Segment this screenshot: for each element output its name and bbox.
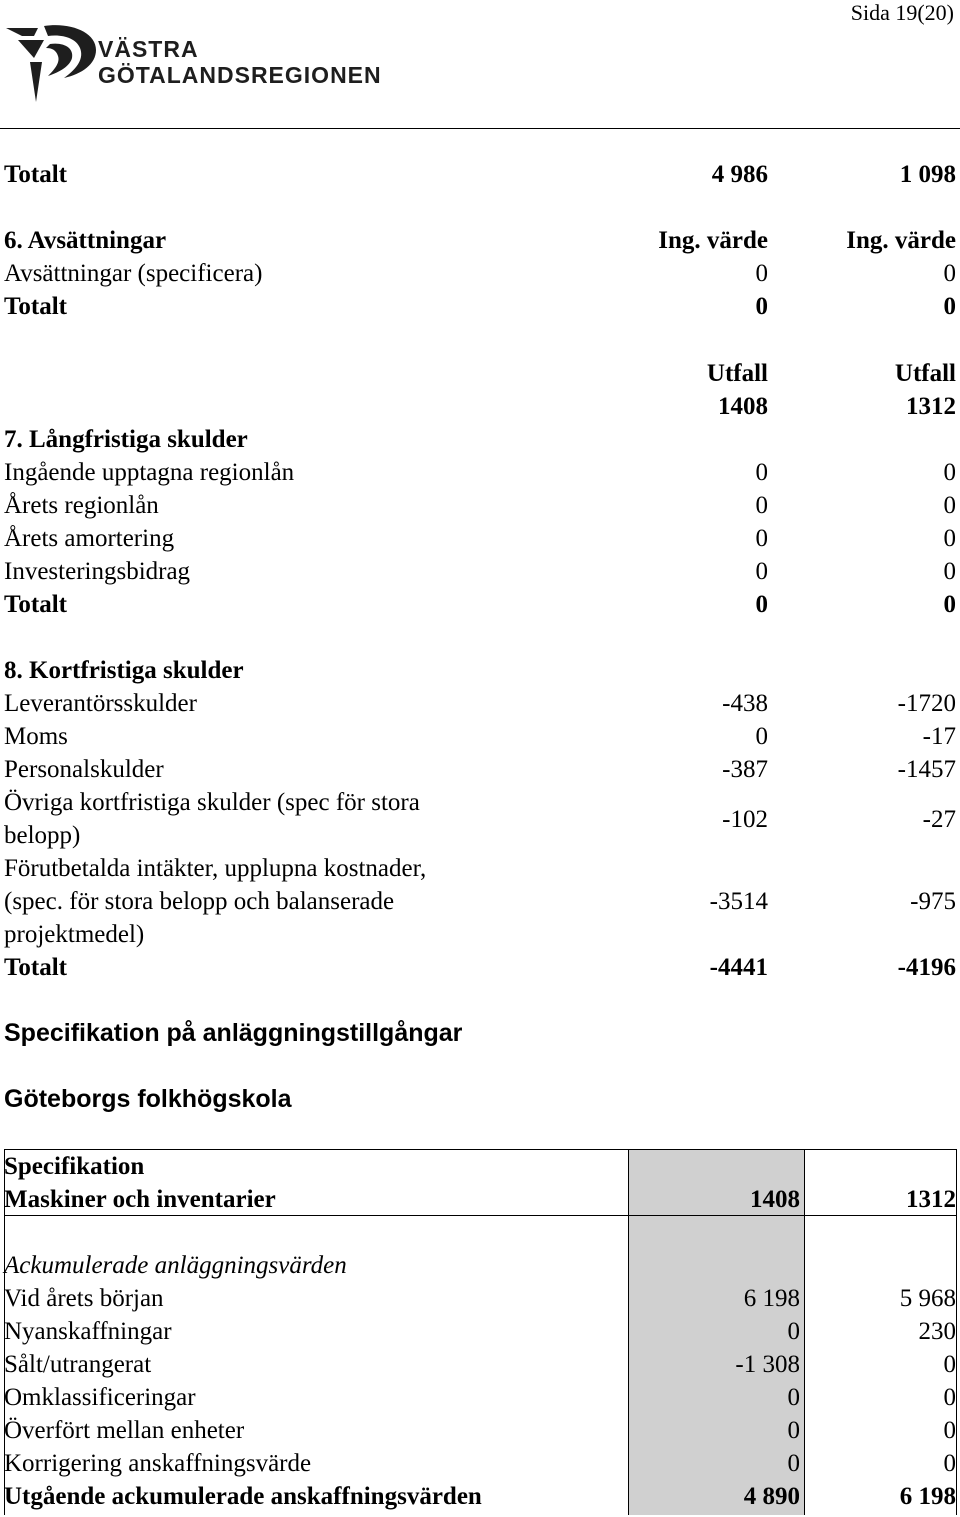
table-row	[4, 1381, 956, 1414]
row-label: Totalt	[4, 591, 67, 618]
row-value-1: 0	[787, 1417, 800, 1444]
row-value-1: -102	[722, 806, 768, 833]
table-right-border	[956, 1149, 957, 1515]
total-row	[4, 290, 956, 323]
table-header-label: Specifikation	[4, 1153, 145, 1180]
row-value-1: 0	[755, 558, 768, 585]
row-value-1: 0	[755, 591, 768, 618]
spec-table	[4, 1149, 956, 1515]
table-subheading	[4, 1249, 956, 1282]
row-label: Årets regionlån	[4, 492, 159, 519]
row-value-2: -4196	[897, 954, 956, 981]
row-value-1: -438	[722, 690, 768, 717]
row-value-1: 0	[787, 1318, 800, 1345]
row-value-2: -1457	[897, 756, 956, 783]
row-value-1: 0	[755, 293, 768, 320]
page-number: Sida 19(20)	[850, 0, 954, 25]
logo-text-line2: GÖTALANDSREGIONEN	[98, 62, 382, 88]
column-year-1: 1408	[718, 393, 768, 420]
heading-text: Göteborgs folkhögskola	[4, 1085, 292, 1113]
list-item	[4, 687, 956, 720]
row-label: Överfört mellan enheter	[4, 1417, 245, 1444]
subheading-text: Ackumulerade anläggningsvärden	[4, 1252, 347, 1279]
row-label-line: Förutbetalda intäkter, upplupna kostnader,	[4, 855, 427, 882]
row-label: Korrigering anskaffningsvärde	[4, 1450, 312, 1477]
table-row	[4, 1447, 956, 1480]
total-row	[4, 588, 956, 621]
header-divider	[0, 128, 960, 129]
table-header-label: Maskiner och inventarier	[4, 1186, 276, 1213]
row-value-1: 0	[755, 260, 768, 287]
row-label: Personalskulder	[4, 756, 164, 783]
row-value-1: 0	[787, 1450, 800, 1477]
row-value-2: 0	[943, 1450, 956, 1477]
table-row	[4, 1315, 956, 1348]
row-value-2: 230	[918, 1318, 956, 1345]
row-label: Avsättningar (specificera)	[4, 260, 263, 287]
row-value-2: -975	[910, 888, 956, 915]
logo-mark-icon	[4, 22, 100, 106]
list-item	[4, 257, 956, 290]
column-year-1: 1408	[750, 1186, 800, 1213]
row-value-2: 0	[943, 1417, 956, 1444]
row-label: Leverantörsskulder	[4, 690, 197, 717]
row-label: Vid årets början	[4, 1285, 164, 1312]
list-item	[4, 753, 956, 786]
row-value-2: 0	[943, 260, 956, 287]
list-item	[4, 555, 956, 588]
table-row	[4, 1414, 956, 1447]
row-label: Moms	[4, 723, 68, 750]
row-label: Sålt/utrangerat	[4, 1351, 152, 1378]
logo-text-line1: VÄSTRA	[98, 36, 199, 62]
school-heading	[4, 1083, 956, 1116]
column-header-2: Ing. värde	[846, 227, 956, 254]
row-value-1: 6 198	[743, 1285, 800, 1312]
column-year-2: 1312	[906, 1186, 956, 1213]
row-value-2: -1720	[897, 690, 956, 717]
column-header-row	[4, 390, 956, 423]
row-label: Investeringsbidrag	[4, 558, 191, 585]
row-value-2: 0	[943, 1384, 956, 1411]
row-label: Utgående ackumulerade anskaffningsvärden	[4, 1483, 482, 1510]
row-value-1: 0	[755, 459, 768, 486]
row-value-2: -17	[922, 723, 956, 750]
row-value-1: -387	[722, 756, 768, 783]
row-value-2: 0	[943, 1351, 956, 1378]
region-logo	[4, 22, 384, 106]
list-item	[4, 720, 956, 753]
row-value-2: 0	[943, 591, 956, 618]
row-value-2: -27	[922, 806, 956, 833]
row-label: Nyanskaffningar	[4, 1318, 172, 1345]
table-total-row	[4, 1480, 956, 1513]
row-value-1: 0	[755, 525, 768, 552]
total-row	[4, 158, 956, 191]
row-label-line: projektmedel)	[4, 921, 145, 948]
row-value-2: 0	[943, 525, 956, 552]
row-label: Omklassificeringar	[4, 1384, 196, 1411]
row-label: Totalt	[4, 293, 67, 320]
section-heading-kortfristiga	[4, 654, 956, 687]
column-header-2: Utfall	[894, 360, 956, 387]
row-value-1: -1 308	[735, 1351, 800, 1378]
row-label: Totalt	[4, 161, 67, 188]
column-year-2: 1312	[906, 393, 956, 420]
row-value-2: 1 098	[899, 161, 956, 188]
column-header-1: Utfall	[706, 360, 768, 387]
section-title: 8. Kortfristiga skulder	[4, 657, 244, 684]
list-item	[4, 522, 956, 555]
row-label: Ingående upptagna regionlån	[4, 459, 295, 486]
total-row	[4, 951, 956, 984]
row-value-1: 0	[755, 492, 768, 519]
row-value-2: 6 198	[899, 1483, 956, 1510]
row-label-line: Övriga kortfristiga skulder (spec för stora	[4, 789, 420, 816]
column-header-1: Ing. värde	[658, 227, 768, 254]
table-row	[4, 1348, 956, 1381]
row-value-2: 0	[943, 558, 956, 585]
heading-text: Specifikation på anläggningstillgångar	[4, 1019, 463, 1047]
spec-heading	[4, 1017, 956, 1050]
column-header-row	[4, 357, 956, 390]
section-heading-langfristiga	[4, 423, 956, 456]
section-title: 7. Långfristiga skulder	[4, 426, 248, 453]
row-value-2: 0	[943, 459, 956, 486]
row-value-2: 0	[943, 293, 956, 320]
list-item	[4, 489, 956, 522]
row-value-1: -4441	[709, 954, 768, 981]
table-header-row	[4, 1150, 956, 1183]
row-value-1: 0	[787, 1384, 800, 1411]
row-value-1: 0	[755, 723, 768, 750]
row-value-1: 4 986	[711, 161, 768, 188]
section-heading-avsattningar	[4, 224, 956, 257]
row-label: Årets amortering	[4, 525, 175, 552]
table-row	[4, 1282, 956, 1315]
row-label-line: belopp)	[4, 822, 81, 849]
row-value-2: 5 968	[899, 1285, 956, 1312]
row-label-line: (spec. för stora belopp och balanserade	[4, 888, 395, 915]
row-value-2: 0	[943, 492, 956, 519]
row-label: Totalt	[4, 954, 67, 981]
row-value-1: 4 890	[743, 1483, 800, 1510]
list-item	[4, 456, 956, 489]
row-value-1: -3514	[709, 888, 768, 915]
section-title: 6. Avsättningar	[4, 227, 167, 254]
table-header-row	[4, 1183, 956, 1216]
